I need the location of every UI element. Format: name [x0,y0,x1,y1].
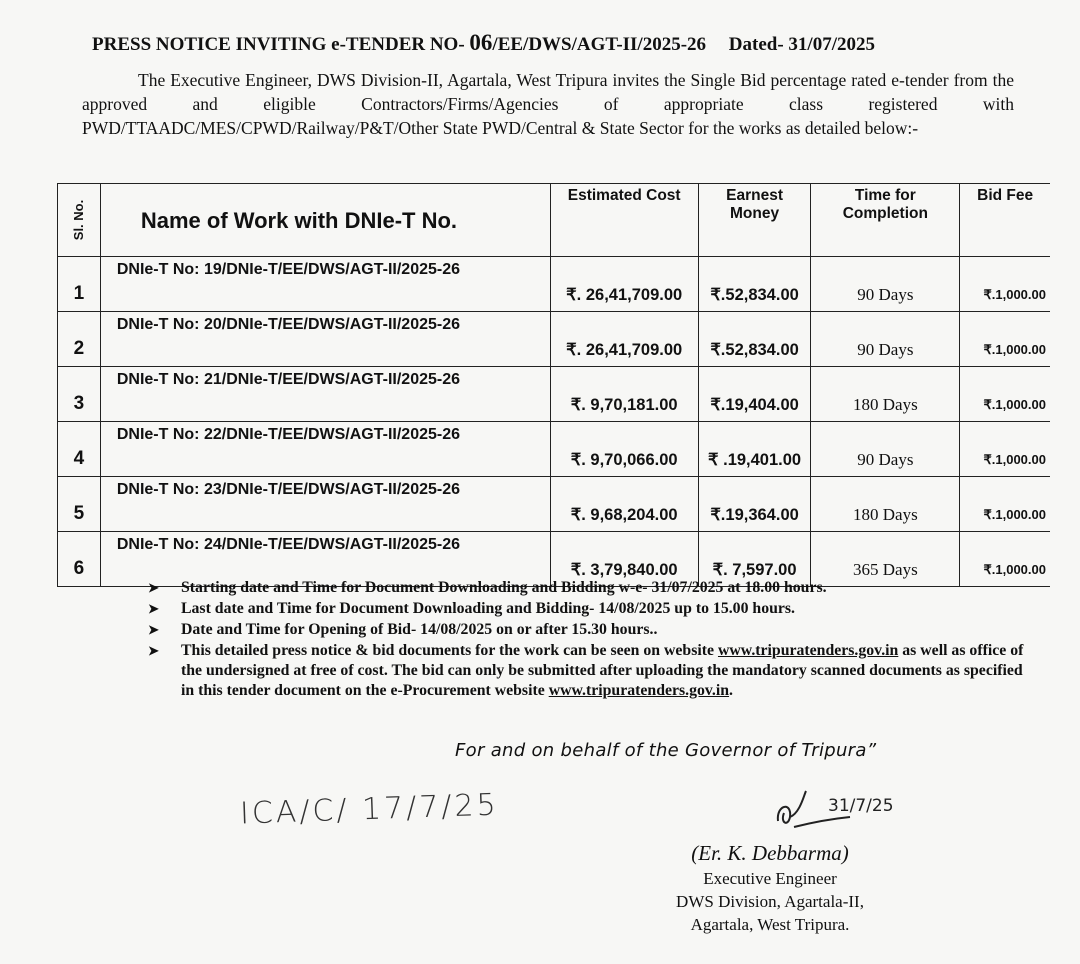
row-sl: 2 [58,312,101,367]
title-prefix: PRESS NOTICE INVITING e-TENDER NO- [92,34,465,55]
note-opening-date: Date and Time for Opening of Bid- 14/08/2025 on or after 15.30 hours.. [181,621,658,638]
table-row [58,257,1051,312]
note-item [148,599,1028,619]
row-work: DNIe-T No: 22/DNIe-T/EE/DWS/AGT-II/2025-26 [100,422,550,477]
row-estimated-cost: ₹. 9,70,181.00 [550,367,698,422]
arrow-bullet-icon: ➤ [148,580,159,595]
row-work: DNIe-T No: 23/DNIe-T/EE/DWS/AGT-II/2025-26 [100,477,550,532]
row-earnest-money: ₹.52,834.00 [698,257,811,312]
note-website-text-2: as well as office of the undersigned at free of cost. The bid can only be submitted after uploading the mandatory scanned documents as specified in this tender document on the e-Procurement website [181,642,1024,699]
row-time: 180 Days [811,477,960,532]
behalf-line: For and on behalf of the Governor of Tripura” [455,740,877,761]
row-time: 90 Days [811,422,960,477]
notice-date: Dated- 31/07/2025 [728,34,875,55]
tender-number: 06 [469,30,493,55]
row-bid-fee: ₹.1,000.00 [960,312,1050,367]
row-estimated-cost: ₹. 26,41,709.00 [550,312,698,367]
header-sl-no: Sl. No. [58,184,101,257]
website-link-2[interactable]: www.tripuratenders.gov.in [548,682,730,699]
row-bid-fee: ₹.1,000.00 [960,532,1050,587]
header-earnest-money: Earnest Money [698,184,811,257]
row-earnest-money: ₹.19,364.00 [698,477,811,532]
tender-table [57,183,1050,587]
header-time-for-completion: Time for Completion [811,184,960,257]
note-item [148,578,1028,598]
arrow-bullet-icon: ➤ [148,622,159,637]
note-website-text: This detailed press notice & bid documents for the work can be seen on website [181,642,718,659]
row-time: 90 Days [811,312,960,367]
row-earnest-money: ₹.52,834.00 [698,312,811,367]
row-time: 365 Days [811,532,960,587]
row-bid-fee: ₹.1,000.00 [960,257,1050,312]
note-last-date: Last date and Time for Document Downloading and Bidding- 14/08/2025 up to 15.00 hours. [181,600,795,617]
officer-place: Agartala, West Tripura. [690,915,850,934]
header-estimated-cost: Estimated Cost [550,184,698,257]
officer-block [640,842,900,936]
table-header-row [58,184,1051,257]
row-estimated-cost: ₹. 3,79,840.00 [550,532,698,587]
signature-image [770,783,930,843]
row-bid-fee: ₹.1,000.00 [960,367,1050,422]
row-work: DNIe-T No: 21/DNIe-T/EE/DWS/AGT-II/2025-26 [100,367,550,422]
handwritten-note: ICA/C/ 17/7/25 [239,787,500,832]
row-sl: 1 [58,257,101,312]
notes-list [148,578,1028,702]
header-bid-fee: Bid Fee [960,184,1050,257]
notice-title [92,30,992,56]
row-earnest-money: ₹. 7,597.00 [698,532,811,587]
row-time: 180 Days [811,367,960,422]
row-work: DNIe-T No: 20/DNIe-T/EE/DWS/AGT-II/2025-26 [100,312,550,367]
arrow-bullet-icon: ➤ [148,601,159,616]
row-work: DNIe-T No: 19/DNIe-T/EE/DWS/AGT-II/2025-26 [100,257,550,312]
row-bid-fee: ₹.1,000.00 [960,422,1050,477]
row-bid-fee: ₹.1,000.00 [960,477,1050,532]
row-time: 90 Days [811,257,960,312]
row-earnest-money: ₹.19,404.00 [698,367,811,422]
table-row [58,422,1051,477]
table-row [58,477,1051,532]
officer-division: DWS Division, Agartala-II, [676,892,864,911]
table-row [58,312,1051,367]
row-sl: 3 [58,367,101,422]
row-estimated-cost: ₹. 26,41,709.00 [550,257,698,312]
note-item [148,620,1028,640]
note-end-period: . [729,682,733,699]
arrow-bullet-icon: ➤ [148,643,159,658]
row-sl: 5 [58,477,101,532]
officer-name: (Er. K. Debbarma) [691,841,849,865]
note-item [148,641,1028,701]
svg-text:31/7/25: 31/7/25 [828,796,894,816]
row-estimated-cost: ₹. 9,70,066.00 [550,422,698,477]
header-name-of-work: Name of Work with DNIe-T No. [100,184,550,257]
intro-paragraph: The Executive Engineer, DWS Division-II, Agartala, West Tripura invites the Single Bid percentage rated e-tender from the approved and eligible Contractors/Firms/Agencies of appropriate class registered with PWD/TTAADC/MES/CPWD/Railway/P&T/Other State PWD/Central & State Sector for the works as detailed below:- [82,70,1014,138]
row-earnest-money: ₹ .19,401.00 [698,422,811,477]
officer-designation: Executive Engineer [703,869,837,888]
title-suffix: /EE/DWS/AGT-II/2025-26 [492,34,707,55]
note-start-date: Starting date and Time for Document Downloading and Bidding w-e- 31/07/2025 at 18.00 hours. [181,579,827,596]
website-link[interactable]: www.tripuratenders.gov.in [717,642,899,659]
row-estimated-cost: ₹. 9,68,204.00 [550,477,698,532]
row-sl: 6 [58,532,101,587]
row-sl: 4 [58,422,101,477]
table-row [58,367,1051,422]
row-work: DNIe-T No: 24/DNIe-T/EE/DWS/AGT-II/2025-26 [100,532,550,587]
